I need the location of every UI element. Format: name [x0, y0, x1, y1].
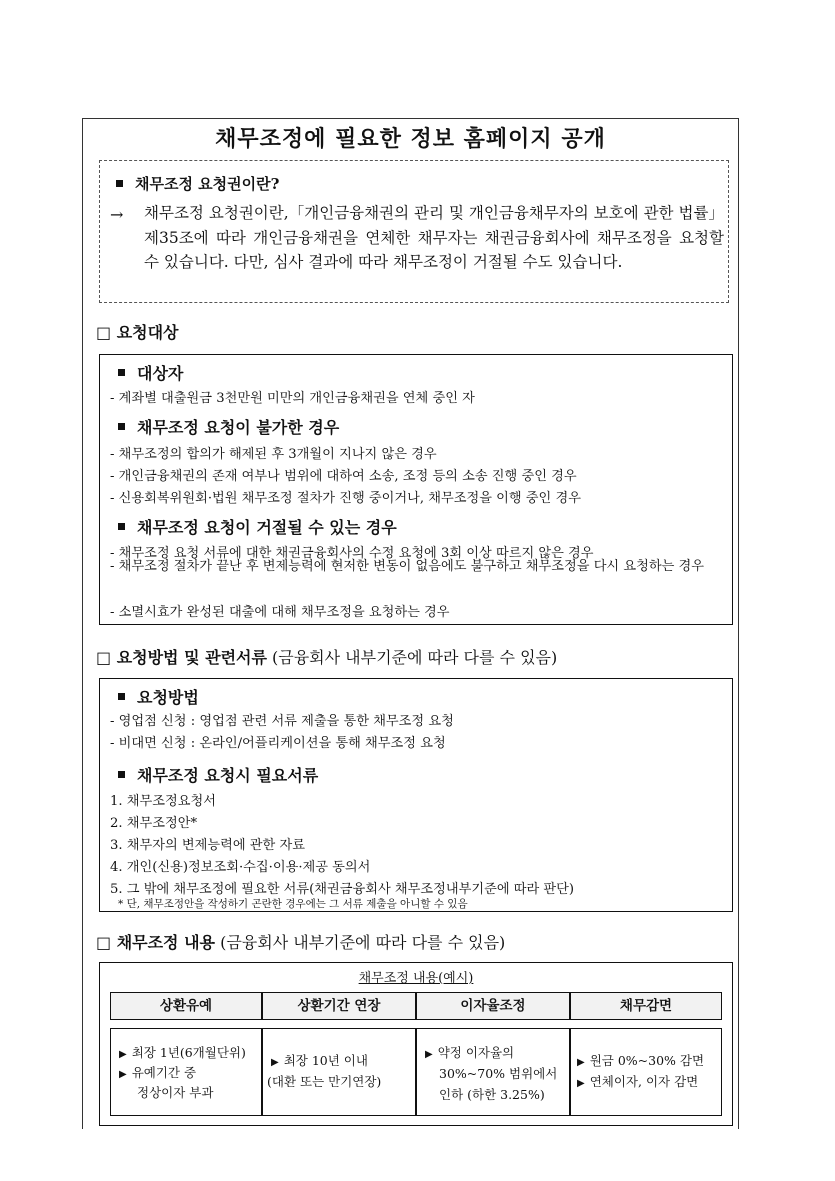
table-header: 상환기간 연장 — [262, 992, 416, 1020]
table-caption — [100, 967, 732, 986]
table-cell — [262, 1028, 416, 1116]
table-header: 이자율조정 — [416, 992, 570, 1020]
square-bullet-icon — [118, 771, 125, 778]
cell-item: 인하 (하한 3.25%) — [439, 1087, 545, 1102]
table-header: 상환유예 — [110, 992, 262, 1020]
table-cell — [570, 1028, 722, 1116]
square-bullet-icon — [116, 180, 123, 187]
square-bullet-icon — [118, 523, 125, 530]
cell-item: 30%~70% 범위에서 — [439, 1066, 558, 1081]
intro-box — [99, 160, 729, 303]
cell-item: ▶ 최장 10년 이내 — [271, 1053, 368, 1068]
list-item: 1. 채무조정요청서 — [110, 794, 216, 809]
triangle-bullet-icon: ▶ — [577, 1057, 585, 1068]
document-title: 채무조정에 필요한 정보 홈페이지 공개 — [215, 126, 606, 152]
footnote: * 단, 채무조정안을 작성하기 곤란한 경우에는 그 서류 제출을 아니할 수 있음 — [118, 898, 468, 910]
group-heading-text: 채무조정 요청시 필요서류 — [137, 766, 319, 785]
group-heading-text: 채무조정 요청이 거절될 수 있는 경우 — [137, 518, 397, 537]
triangle-bullet-icon: ▶ — [271, 1057, 279, 1068]
list-item: - 영업점 신청 : 영업점 관련 서류 제출을 통한 채무조정 요청 — [110, 714, 454, 729]
list-item: - 채무조정 절차가 끝난 후 변제능력에 현저한 변동이 없음에도 불구하고 채무조정을 다시 요청하는 경우 — [110, 559, 704, 574]
group-heading-not-allowed — [118, 415, 339, 438]
list-item: - 계좌별 대출원금 3천만원 미만의 개인금융채권을 연체 중인 자 — [110, 391, 475, 406]
table-cell — [416, 1028, 570, 1116]
list-item: - 채무조정의 합의가 해제된 후 3개월이 지나지 않은 경우 — [110, 447, 437, 462]
section-heading-note: (금융회사 내부기준에 따라 다를 수 있음) — [215, 933, 506, 952]
arrow-icon: → — [110, 205, 124, 224]
table-header: 채무감면 — [570, 992, 722, 1020]
triangle-bullet-icon: ▶ — [119, 1069, 127, 1080]
list-item: - 소멸시효가 완성된 대출에 대해 채무조정을 요청하는 경우 — [110, 605, 450, 620]
group-heading-docs — [118, 763, 318, 786]
content-table — [99, 962, 733, 1126]
intro-heading-text: 채무조정 요청권이란? — [135, 175, 280, 193]
section-heading-method — [96, 645, 557, 668]
list-item: 5. 그 밖에 채무조정에 필요한 서류(채권금융회사 채무조정내부기준에 따라 판단) — [110, 882, 575, 897]
group-heading-rejectable — [118, 515, 397, 538]
cell-item: ▶ 원금 0%~30% 감면 — [577, 1053, 705, 1068]
square-bullet-icon — [118, 693, 125, 700]
cell-item: ▶ 최장 1년(6개월단위) — [119, 1045, 246, 1060]
list-item: - 채무조정 요청 서류에 대한 채권금융회사의 수정 요청에 3회 이상 따르지 않은 경우 — [110, 546, 594, 561]
list-item: 3. 채무자의 변제능력에 관한 자료 — [110, 838, 305, 853]
group-heading-text: 대상자 — [137, 364, 184, 383]
table-cell — [110, 1028, 262, 1116]
group-heading-text: 채무조정 요청이 불가한 경우 — [137, 418, 340, 437]
table-caption-text: 채무조정 내용(예시) — [358, 971, 474, 986]
list-item: - 비대면 신청 : 온라인/어플리케이션을 통해 채무조정 요청 — [110, 736, 446, 751]
target-box — [99, 354, 733, 625]
section-heading-content — [96, 930, 505, 953]
intro-heading — [116, 173, 279, 194]
list-item: - 신용회복위원회·법원 채무조정 절차가 진행 중이거나, 채무조정을 이행 중인 경우 — [110, 491, 581, 506]
group-heading-text: 요청방법 — [137, 688, 199, 707]
list-item: - 개인금융채권의 존재 여부나 범위에 대하여 소송, 조정 등의 소송 진행 중인 경우 — [110, 469, 577, 484]
cell-item: (대환 또는 만기연장) — [267, 1074, 382, 1089]
group-heading-eligible — [118, 361, 183, 384]
list-item: 2. 채무조정안* — [110, 816, 198, 831]
square-bullet-icon — [118, 423, 125, 430]
section-heading-text: □ 채무조정 내용 — [96, 933, 215, 952]
section-heading-note: (금융회사 내부기준에 따라 다를 수 있음) — [266, 648, 558, 667]
method-box — [99, 678, 733, 912]
intro-body: 채무조정 요청권이란,「개인금융채권의 관리 및 개인금융채무자의 보호에 관한 법률」제35조에 따라 개인금융채권을 연체한 채무자는 채권금융회사에 채무조정을 요청할 수 있습니다. 다만, 심사 결과에 따라 채무조정이 거절될 수도 있습니다. — [144, 204, 724, 271]
cell-item: 정상이자 부과 — [137, 1085, 214, 1100]
section-heading-text: □ 요청방법 및 관련서류 — [96, 648, 267, 667]
cell-item: ▶ 연체이자, 이자 감면 — [577, 1074, 699, 1089]
cell-item: ▶ 약정 이자율의 — [425, 1045, 515, 1060]
triangle-bullet-icon: ▶ — [119, 1049, 127, 1060]
section-heading-target: □ 요청대상 — [96, 323, 179, 342]
group-heading-method — [118, 685, 199, 708]
square-bullet-icon — [118, 369, 125, 376]
triangle-bullet-icon: ▶ — [425, 1049, 433, 1060]
triangle-bullet-icon: ▶ — [577, 1078, 585, 1089]
cell-item: ▶ 유예기간 중 — [119, 1065, 197, 1080]
list-item: 4. 개인(신용)정보조회·수집·이용·제공 동의서 — [110, 860, 371, 875]
